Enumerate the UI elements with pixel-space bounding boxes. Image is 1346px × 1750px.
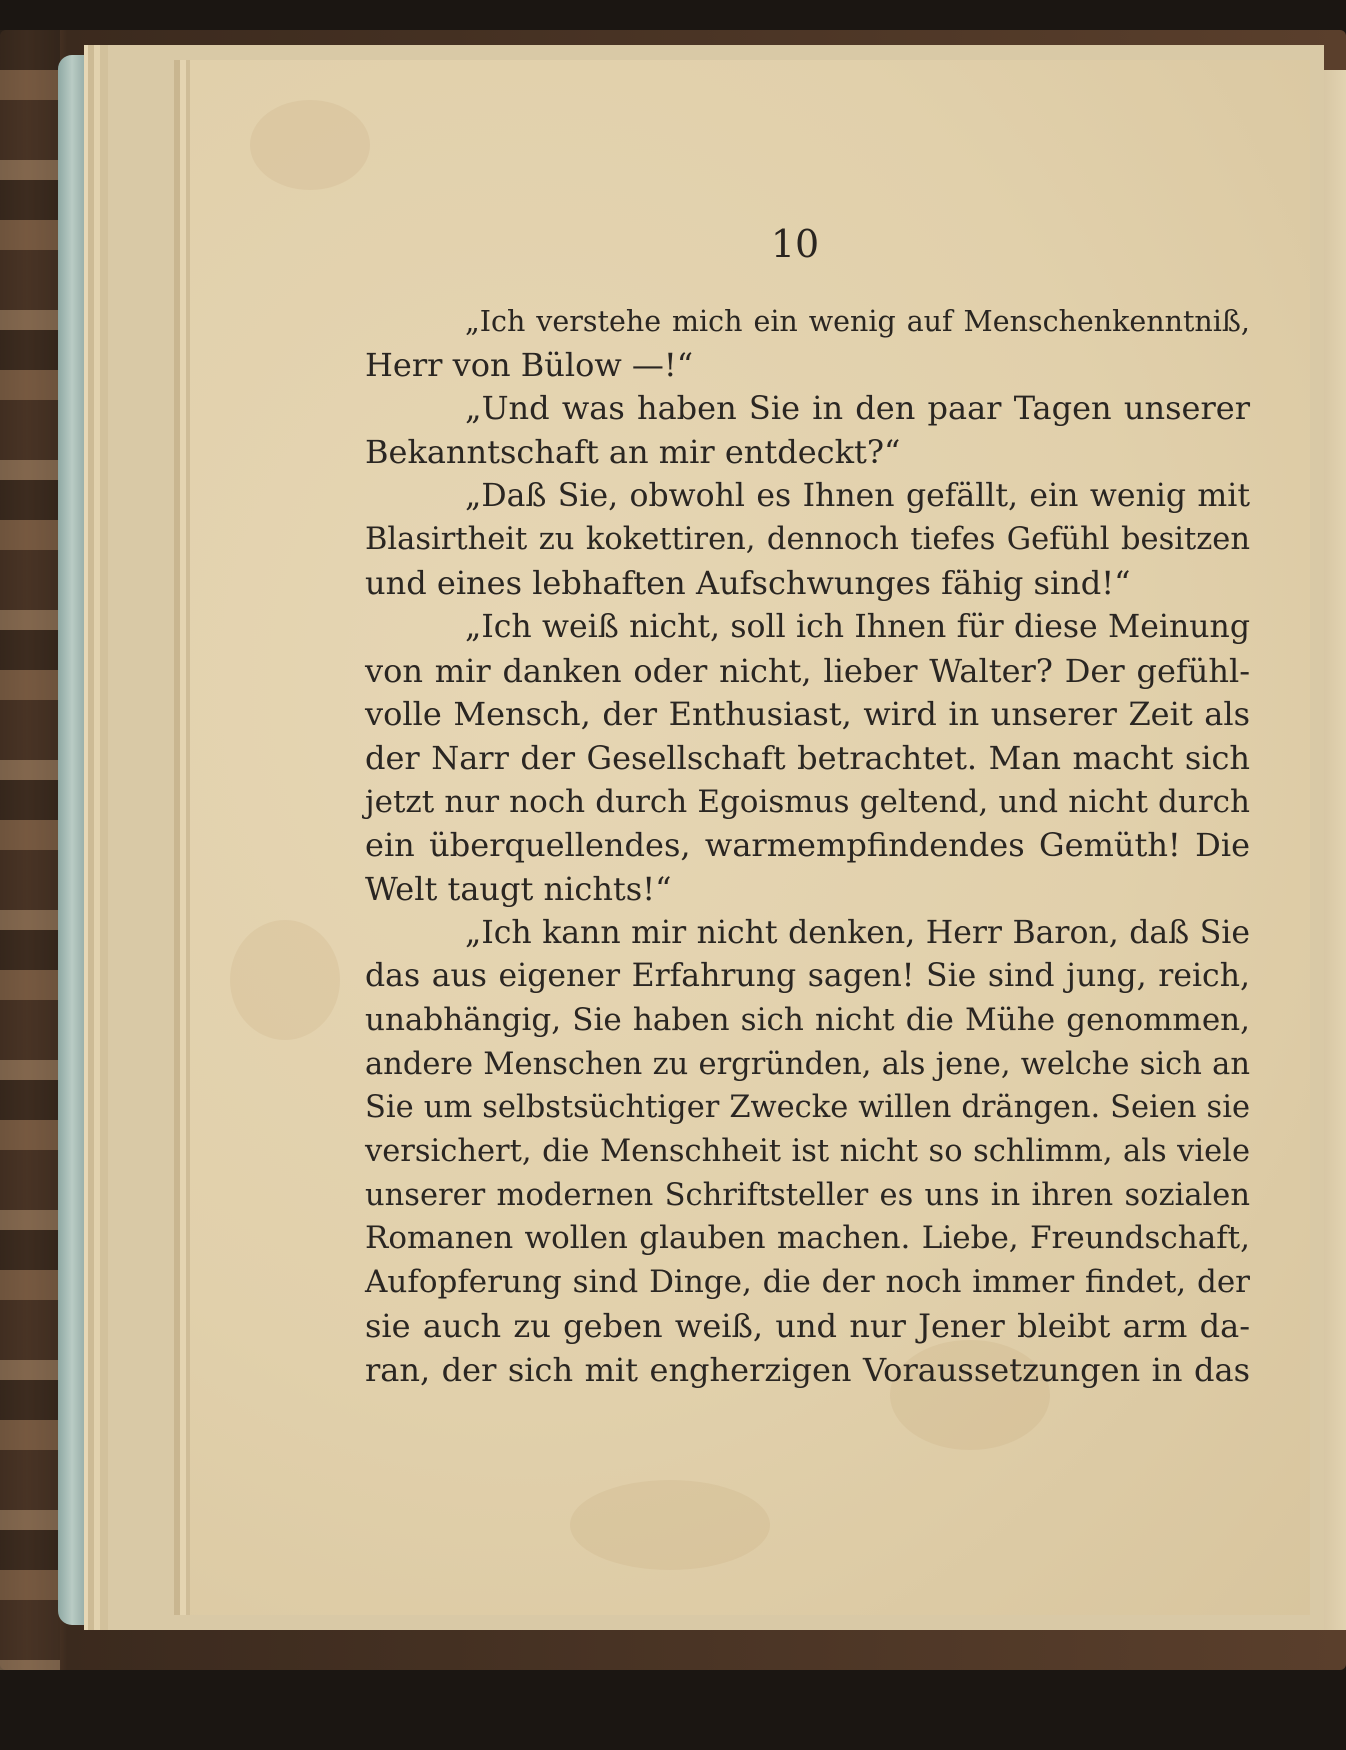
text-line: sie auch zu geben weiß, und nur Jener bleibt arm da-	[365, 1306, 1250, 1345]
foxing-spot	[570, 1480, 770, 1570]
page-number: 10	[770, 222, 820, 266]
text-line: versichert, die Menschheit ist nicht so schlimm, als viele	[365, 1134, 1250, 1170]
text-line: „Ich weiß nicht, soll ich Ihnen für diese Meinung	[465, 608, 1250, 645]
text-line: das aus eigener Erfahrung sagen! Sie sind jung, reich,	[365, 958, 1250, 995]
text-line: Welt taugt nichts!“	[365, 869, 672, 908]
text-line: ran, der sich mit engherzigen Voraussetzungen in das	[365, 1350, 1250, 1389]
text-line: der Narr der Gesellschaft betrachtet. Man macht sich	[365, 738, 1250, 777]
text-line: Bekanntschaft an mir entdeckt?“	[365, 433, 901, 472]
text-line: Herr von Bülow —!“	[365, 345, 694, 384]
text-line: von mir danken oder nicht, lieber Walter? Der gefühl-	[365, 651, 1250, 690]
text-line: Blasirtheit zu kokettiren, dennoch tiefes Gefühl besitzen	[365, 522, 1250, 558]
text-line: „Ich kann mir nicht denken, Herr Baron, daß Sie	[465, 914, 1250, 951]
text-line: Aufopferung sind Dinge, die der noch immer findet, der	[365, 1264, 1250, 1301]
body-text	[365, 300, 1250, 1392]
text-line: andere Menschen zu ergründen, als jene, welche sich an	[365, 1046, 1250, 1082]
text-line: „Und was haben Sie in den paar Tagen unserer	[465, 389, 1250, 428]
text-line: jetzt nur noch durch Egoismus geltend, und nicht durch	[365, 783, 1250, 820]
text-line: Romanen wollen glauben machen. Liebe, Freundschaft,	[365, 1220, 1250, 1257]
endpaper-edge	[58, 55, 86, 1625]
text-line: und eines lebhaften Aufschwunges fähig sind!“	[365, 564, 1131, 603]
foxing-spot	[230, 920, 340, 1040]
text-line: ein überquellendes, warmempfindendes Gemüth! Die	[365, 826, 1250, 865]
text-line: unserer modernen Schriftsteller es uns in ihren sozialen	[365, 1177, 1250, 1213]
text-line: unabhängig, Sie haben sich nicht die Mühe genommen,	[365, 1002, 1250, 1038]
text-line: Sie um selbstsüchtiger Zwecke willen drängen. Seien sie	[365, 1090, 1250, 1126]
text-line: volle Mensch, der Enthusiast, wird in unserer Zeit als	[365, 695, 1250, 734]
foxing-spot	[250, 100, 370, 190]
text-line: „Daß Sie, obwohl es Ihnen gefällt, ein wenig mit	[465, 477, 1250, 514]
worn-spine	[0, 30, 60, 1670]
text-line: „Ich verstehe mich ein wenig auf Menschenkenntniß,	[465, 305, 1250, 338]
